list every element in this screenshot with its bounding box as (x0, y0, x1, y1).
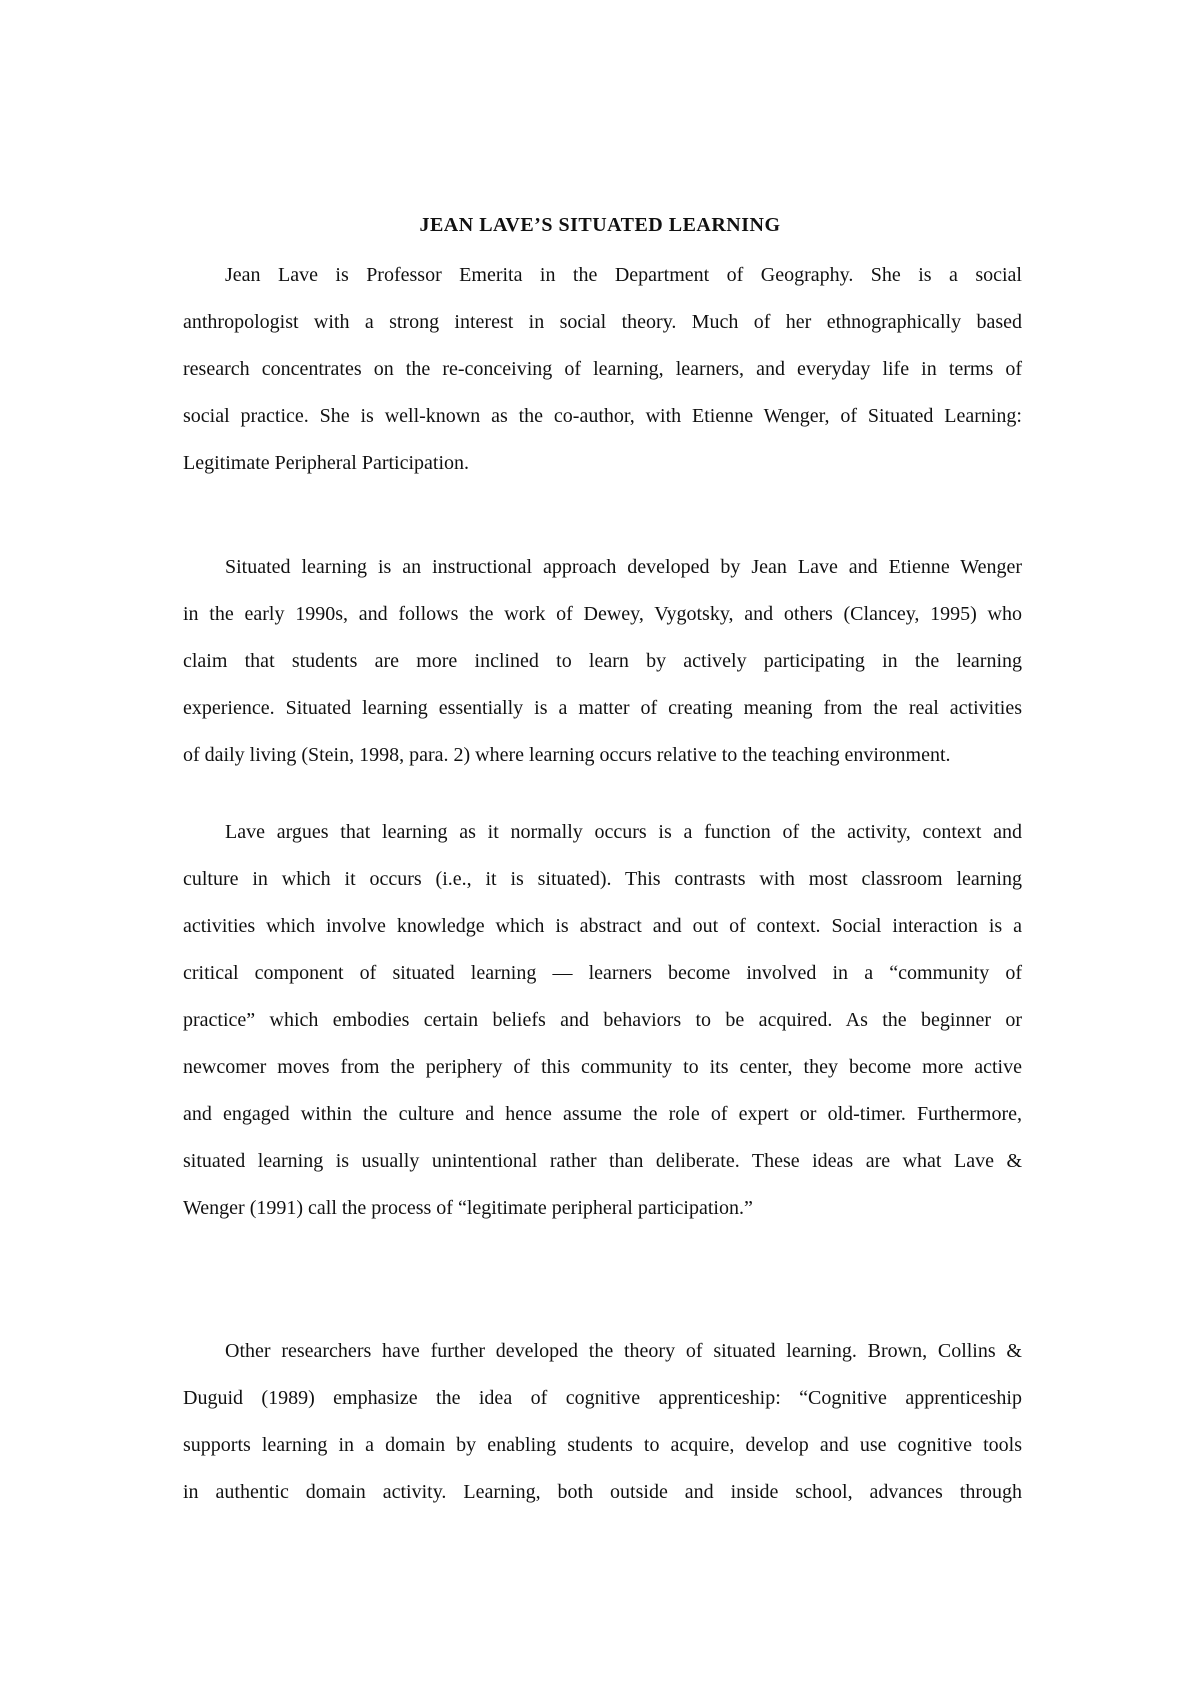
paragraph-line: Duguid (1989) emphasize the idea of cognitive apprenticeship: “Cognitive apprenticeship (183, 1387, 1022, 1409)
paragraph-line: newcomer moves from the periphery of this community to its center, they become more active (183, 1056, 1022, 1078)
paragraph-line: anthropologist with a strong interest in social theory. Much of her ethnographically based (183, 311, 1022, 333)
paragraph-line: supports learning in a domain by enabling students to acquire, develop and use cognitive tools (183, 1434, 1022, 1456)
paragraph-line: Situated learning is an instructional approach developed by Jean Lave and Etienne Wenger (225, 556, 1022, 578)
paragraph-line: practice” which embodies certain beliefs and behaviors to be acquired. As the beginner or (183, 1009, 1022, 1031)
paragraph-line: social practice. She is well-known as the co-author, with Etienne Wenger, of Situated Learning: (183, 405, 1022, 427)
paragraph-line: in authentic domain activity. Learning, both outside and inside school, advances through (183, 1481, 1022, 1503)
paragraph-line: Jean Lave is Professor Emerita in the Department of Geography. She is a social (225, 264, 1022, 286)
paragraph-line: of daily living (Stein, 1998, para. 2) where learning occurs relative to the teaching environment. (183, 744, 951, 766)
paragraph-line: situated learning is usually unintentional rather than deliberate. These ideas are what Lave & (183, 1150, 1022, 1172)
paragraph-line: Wenger (1991) call the process of “legitimate peripheral participation.” (183, 1197, 753, 1219)
document-title: JEAN LAVE’S SITUATED LEARNING (419, 214, 781, 236)
paragraph-line: culture in which it occurs (i.e., it is situated). This contrasts with most classroom learning (183, 868, 1022, 890)
paragraph-line: research concentrates on the re-conceiving of learning, learners, and everyday life in terms of (183, 358, 1022, 380)
paragraph-line: Lave argues that learning as it normally occurs is a function of the activity, context and (225, 821, 1022, 843)
paragraph-line: experience. Situated learning essentially is a matter of creating meaning from the real activities (183, 697, 1022, 719)
paragraph-line: claim that students are more inclined to learn by actively participating in the learning (183, 650, 1022, 672)
paragraph-line: critical component of situated learning — learners become involved in a “community of (183, 962, 1022, 984)
paragraph-line: activities which involve knowledge which is abstract and out of context. Social interaction is a (183, 915, 1022, 937)
paragraph-line: Legitimate Peripheral Participation. (183, 452, 470, 474)
paragraph-line: and engaged within the culture and hence assume the role of expert or old-timer. Furthermore, (183, 1103, 1022, 1125)
paragraph-line: in the early 1990s, and follows the work of Dewey, Vygotsky, and others (Clancey, 1995) who (183, 603, 1022, 625)
paragraph-line: Other researchers have further developed the theory of situated learning. Brown, Collins & (225, 1340, 1022, 1362)
